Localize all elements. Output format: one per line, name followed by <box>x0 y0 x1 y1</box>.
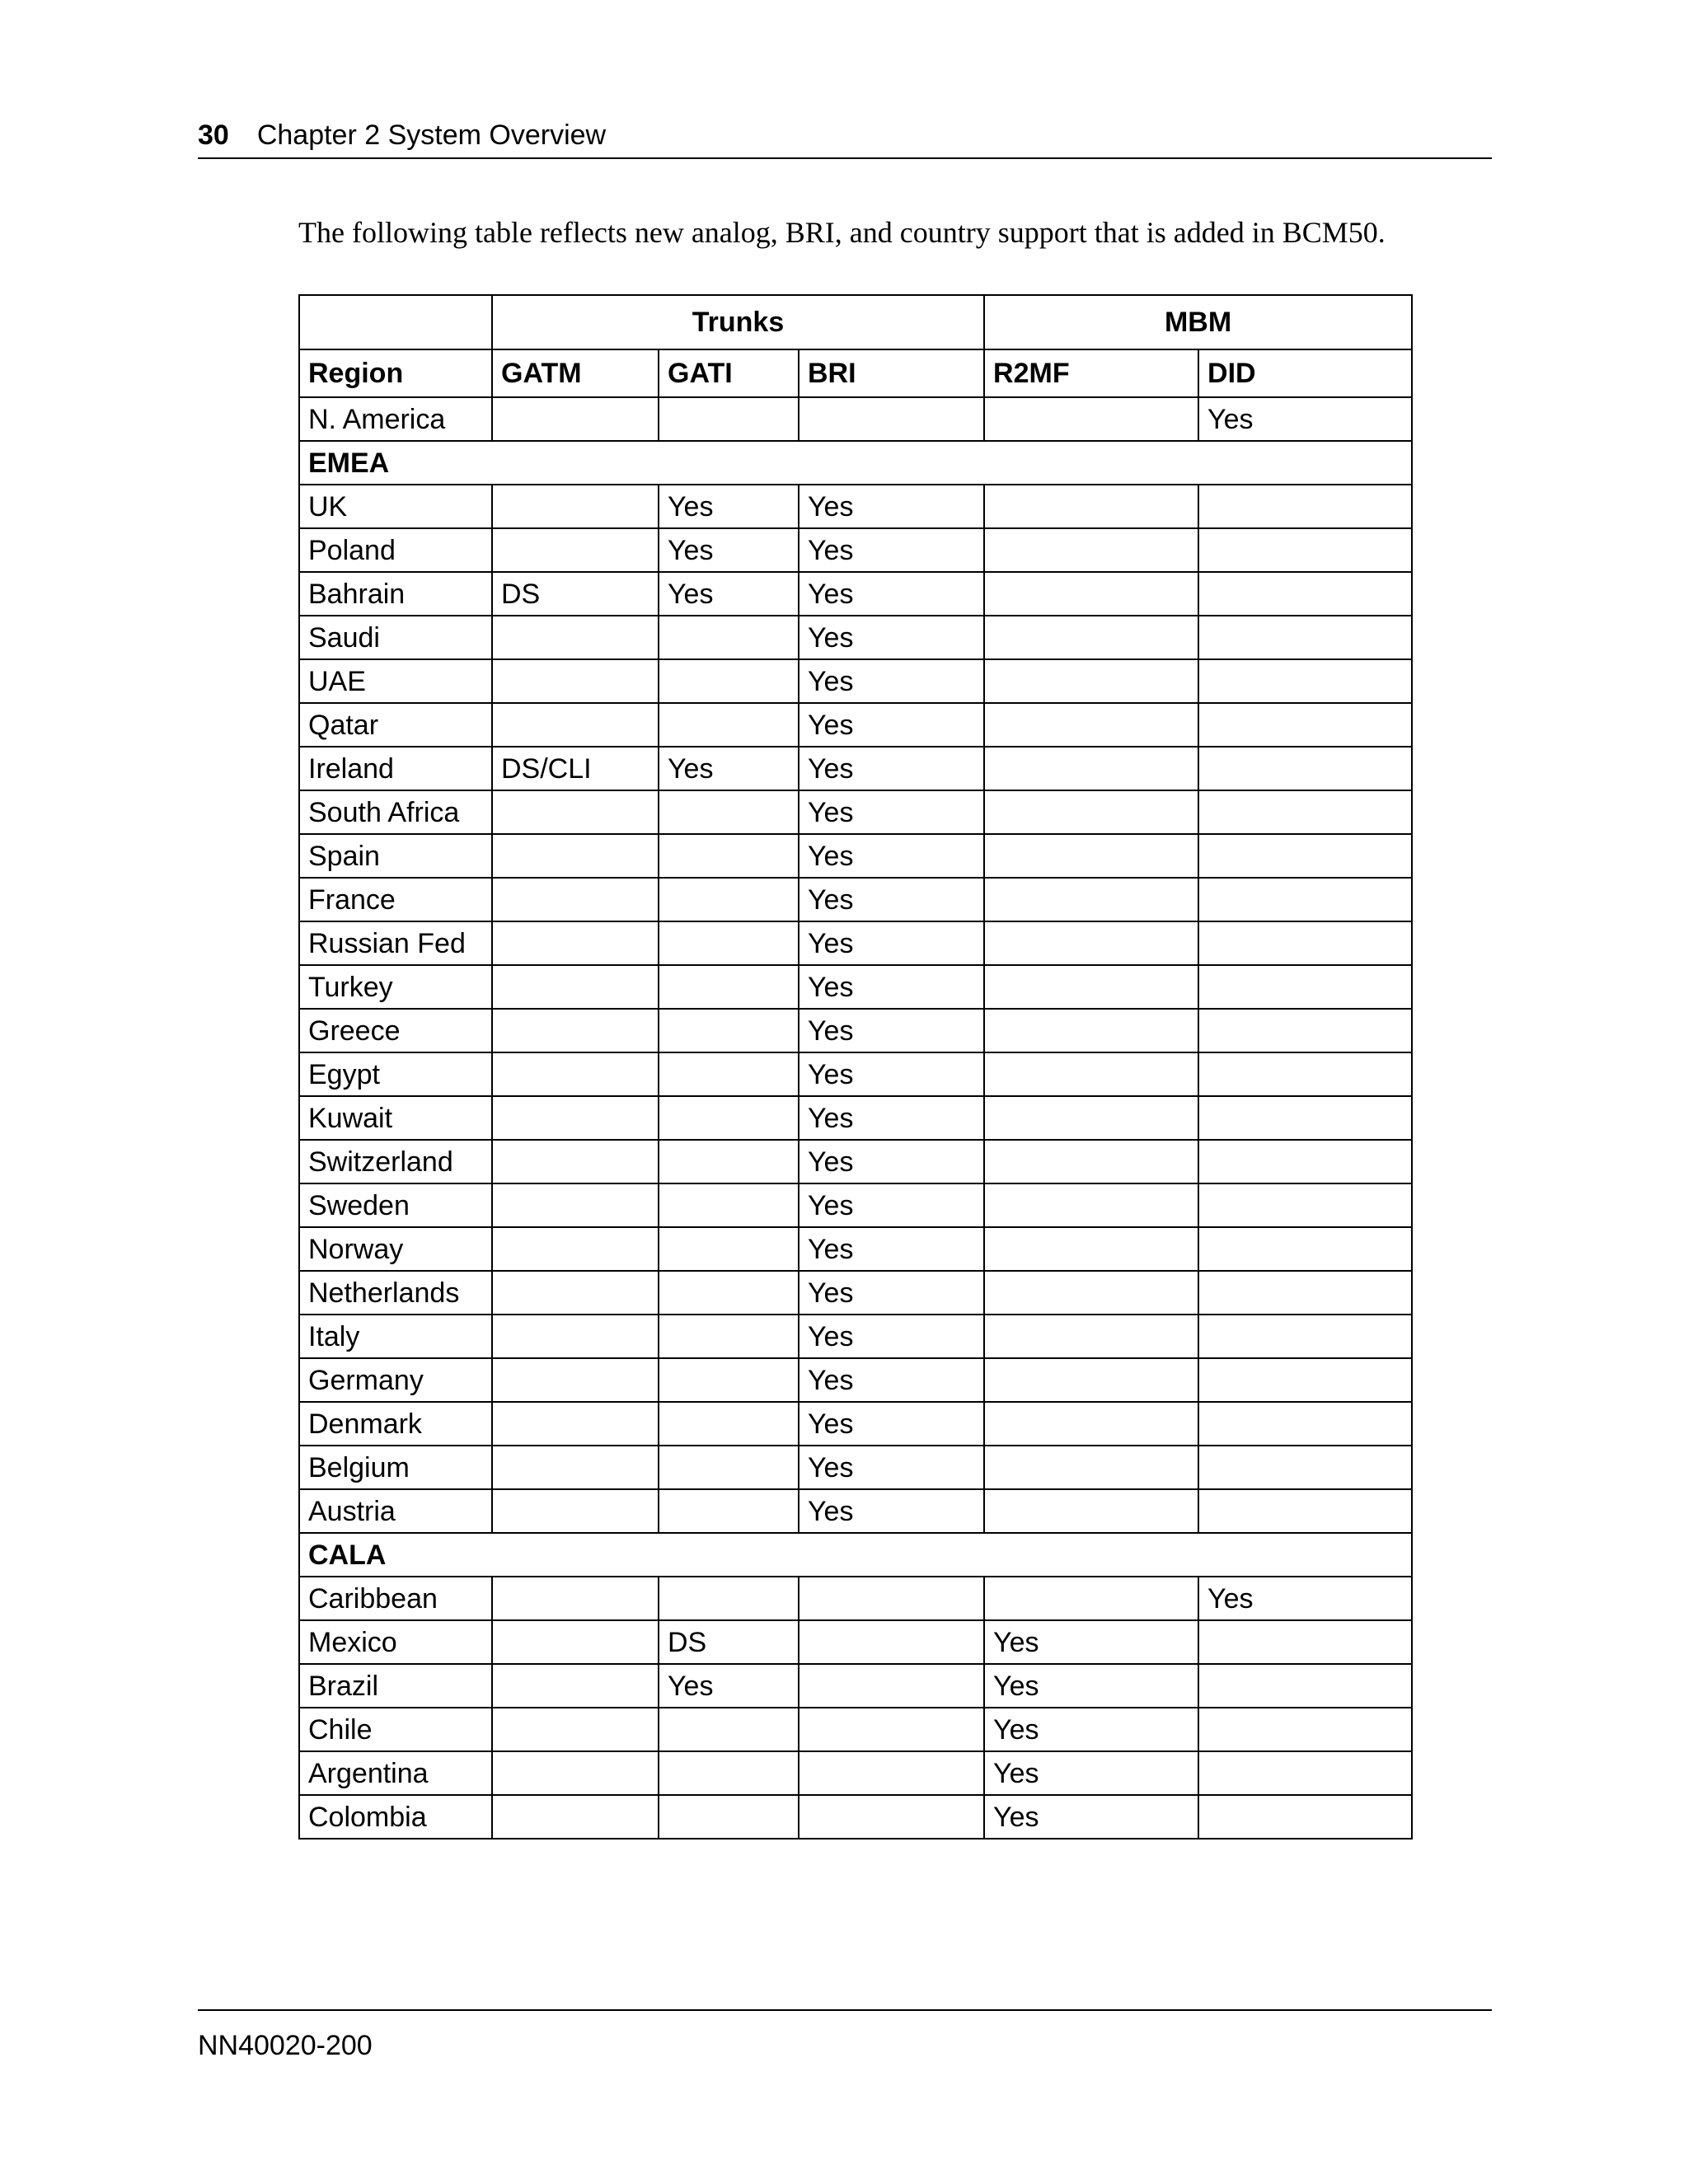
support-cell: Yes <box>799 1183 984 1227</box>
support-cell <box>799 1577 984 1620</box>
support-cell: DS/CLI <box>492 747 659 790</box>
column-header-did: DID <box>1198 349 1412 397</box>
support-cell <box>659 1315 799 1358</box>
support-cell <box>1198 1620 1412 1664</box>
region-cell: Egypt <box>299 1052 492 1096</box>
region-cell: Qatar <box>299 703 492 747</box>
support-cell <box>659 703 799 747</box>
page-footer <box>198 2009 1492 2064</box>
region-cell: Netherlands <box>299 1271 492 1315</box>
region-cell: Mexico <box>299 1620 492 1664</box>
support-cell <box>1198 703 1412 747</box>
support-cell <box>984 1315 1198 1358</box>
support-cell: Yes <box>984 1708 1198 1751</box>
support-cell: Yes <box>799 1402 984 1446</box>
table-row <box>299 747 1412 790</box>
region-cell: Argentina <box>299 1751 492 1795</box>
region-cell: Turkey <box>299 965 492 1009</box>
support-cell <box>1198 572 1412 616</box>
support-cell <box>659 1183 799 1227</box>
support-cell: Yes <box>799 747 984 790</box>
support-cell: Yes <box>799 485 984 528</box>
support-cell <box>492 1315 659 1358</box>
region-cell: N. America <box>299 397 492 441</box>
support-cell <box>984 1577 1198 1620</box>
support-cell <box>492 1751 659 1795</box>
support-cell <box>492 703 659 747</box>
support-cell <box>659 1577 799 1620</box>
support-cell <box>659 1140 799 1183</box>
support-cell: DS <box>492 572 659 616</box>
intro-paragraph: The following table reflects new analog, BRI, and country support that is added in BCM50. <box>298 216 1386 249</box>
support-cell <box>492 397 659 441</box>
table-row <box>299 1664 1412 1708</box>
support-cell <box>984 1140 1198 1183</box>
support-cell: Yes <box>1198 397 1412 441</box>
region-cell: Colombia <box>299 1795 492 1839</box>
support-cell <box>492 1489 659 1533</box>
support-cell <box>984 747 1198 790</box>
support-cell: Yes <box>799 572 984 616</box>
support-cell <box>659 834 799 878</box>
support-cell <box>659 659 799 703</box>
support-cell <box>1198 1009 1412 1052</box>
support-cell <box>492 1140 659 1183</box>
table-row <box>299 1096 1412 1140</box>
support-cell: Yes <box>799 1009 984 1052</box>
section-label: CALA <box>299 1533 1412 1577</box>
column-header-region: Region <box>299 349 492 397</box>
region-cell: Germany <box>299 1358 492 1402</box>
support-cell <box>1198 1402 1412 1446</box>
table-row <box>299 659 1412 703</box>
group-header-empty <box>299 295 492 349</box>
table-row <box>299 921 1412 965</box>
support-cell <box>492 834 659 878</box>
region-cell: Kuwait <box>299 1096 492 1140</box>
support-cell <box>1198 1751 1412 1795</box>
region-cell: Brazil <box>299 1664 492 1708</box>
region-cell: Bahrain <box>299 572 492 616</box>
column-header-bri: BRI <box>799 349 984 397</box>
region-cell: Caribbean <box>299 1577 492 1620</box>
support-cell <box>659 397 799 441</box>
table-row <box>299 397 1412 441</box>
support-cell <box>1198 1446 1412 1489</box>
table-row <box>299 1009 1412 1052</box>
region-cell: UAE <box>299 659 492 703</box>
support-table <box>298 294 1413 1840</box>
table-row <box>299 572 1412 616</box>
support-cell: DS <box>659 1620 799 1664</box>
region-cell: France <box>299 878 492 921</box>
support-cell <box>492 1183 659 1227</box>
support-cell <box>1198 1271 1412 1315</box>
support-cell <box>659 1052 799 1096</box>
support-cell <box>492 1577 659 1620</box>
region-cell: South Africa <box>299 790 492 834</box>
region-cell: Norway <box>299 1227 492 1271</box>
support-cell: Yes <box>799 834 984 878</box>
support-cell <box>984 659 1198 703</box>
support-cell: Yes <box>659 1664 799 1708</box>
support-cell <box>492 921 659 965</box>
support-cell <box>984 485 1198 528</box>
support-cell <box>492 1271 659 1315</box>
support-cell: Yes <box>799 528 984 572</box>
table-row <box>299 965 1412 1009</box>
support-cell: Yes <box>799 965 984 1009</box>
table-row <box>299 1402 1412 1446</box>
support-cell <box>984 703 1198 747</box>
group-header-trunks: Trunks <box>492 295 984 349</box>
support-cell <box>659 1358 799 1402</box>
support-cell <box>984 1489 1198 1533</box>
support-cell <box>659 616 799 659</box>
support-cell: Yes <box>799 616 984 659</box>
support-cell: Yes <box>799 1271 984 1315</box>
document-id: NN40020-200 <box>198 2030 373 2061</box>
table-row <box>299 790 1412 834</box>
section-row-cala <box>299 1533 1412 1577</box>
region-cell: UK <box>299 485 492 528</box>
group-header-row <box>299 295 1412 349</box>
support-cell <box>659 790 799 834</box>
table-row <box>299 1358 1412 1402</box>
support-cell <box>659 1227 799 1271</box>
support-cell <box>799 1708 984 1751</box>
support-cell <box>659 1009 799 1052</box>
support-cell <box>492 485 659 528</box>
support-cell <box>1198 616 1412 659</box>
support-cell <box>492 1446 659 1489</box>
support-cell <box>984 878 1198 921</box>
support-cell <box>1198 528 1412 572</box>
support-cell <box>1198 1183 1412 1227</box>
support-cell <box>984 834 1198 878</box>
support-cell: Yes <box>799 1446 984 1489</box>
region-cell: Greece <box>299 1009 492 1052</box>
support-cell <box>492 1358 659 1402</box>
table-row <box>299 834 1412 878</box>
support-cell <box>1198 1096 1412 1140</box>
table-row <box>299 1140 1412 1183</box>
support-cell <box>1198 1708 1412 1751</box>
support-cell: Yes <box>659 572 799 616</box>
page-number: 30 <box>198 120 229 151</box>
support-cell <box>984 616 1198 659</box>
support-cell <box>799 1664 984 1708</box>
support-cell <box>492 878 659 921</box>
support-cell <box>492 659 659 703</box>
support-cell <box>492 1795 659 1839</box>
table-row <box>299 1315 1412 1358</box>
column-header-row <box>299 349 1412 397</box>
support-cell <box>984 1446 1198 1489</box>
support-cell <box>799 1795 984 1839</box>
support-cell <box>492 528 659 572</box>
region-cell: Spain <box>299 834 492 878</box>
support-cell <box>1198 1052 1412 1096</box>
support-cell <box>492 1052 659 1096</box>
table-row <box>299 616 1412 659</box>
region-cell: Italy <box>299 1315 492 1358</box>
support-cell <box>1198 790 1412 834</box>
support-cell <box>1198 1795 1412 1839</box>
support-cell: Yes <box>799 1315 984 1358</box>
region-cell: Denmark <box>299 1402 492 1446</box>
page-header <box>198 118 1492 159</box>
table-row <box>299 485 1412 528</box>
table-row <box>299 1183 1412 1227</box>
table-row <box>299 1620 1412 1664</box>
support-cell <box>984 1402 1198 1446</box>
region-cell: Belgium <box>299 1446 492 1489</box>
support-cell <box>984 921 1198 965</box>
table-body <box>299 397 1412 1839</box>
table-row <box>299 1052 1412 1096</box>
section-label: EMEA <box>299 441 1412 485</box>
support-cell <box>659 1751 799 1795</box>
support-cell <box>492 965 659 1009</box>
support-cell <box>492 1664 659 1708</box>
support-cell: Yes <box>799 790 984 834</box>
support-cell: Yes <box>799 703 984 747</box>
group-header-mbm: MBM <box>984 295 1412 349</box>
support-cell: Yes <box>659 747 799 790</box>
support-cell <box>659 1446 799 1489</box>
region-cell: Saudi <box>299 616 492 659</box>
support-cell <box>1198 878 1412 921</box>
support-cell <box>659 1489 799 1533</box>
table-row <box>299 1489 1412 1533</box>
support-cell <box>1198 1140 1412 1183</box>
support-cell <box>984 1052 1198 1096</box>
support-cell <box>659 1096 799 1140</box>
table-row <box>299 703 1412 747</box>
support-cell <box>492 1620 659 1664</box>
support-cell: Yes <box>799 659 984 703</box>
support-cell <box>984 1009 1198 1052</box>
support-cell <box>492 1708 659 1751</box>
support-cell: Yes <box>659 485 799 528</box>
support-cell <box>1198 659 1412 703</box>
support-cell <box>659 1402 799 1446</box>
table-row <box>299 1708 1412 1751</box>
table-row <box>299 1751 1412 1795</box>
support-cell: Yes <box>799 1140 984 1183</box>
support-cell: Yes <box>799 921 984 965</box>
table-row <box>299 1446 1412 1489</box>
support-cell <box>984 397 1198 441</box>
table-row <box>299 528 1412 572</box>
support-cell: Yes <box>799 878 984 921</box>
region-cell: Switzerland <box>299 1140 492 1183</box>
support-cell <box>984 1271 1198 1315</box>
support-cell <box>799 1751 984 1795</box>
column-header-gatm: GATM <box>492 349 659 397</box>
support-cell: Yes <box>799 1358 984 1402</box>
table-row <box>299 1271 1412 1315</box>
support-cell <box>984 528 1198 572</box>
column-header-r2mf: R2MF <box>984 349 1198 397</box>
support-cell <box>1198 1227 1412 1271</box>
support-cell <box>659 921 799 965</box>
table-row <box>299 1227 1412 1271</box>
support-cell <box>1198 1315 1412 1358</box>
support-cell: Yes <box>984 1795 1198 1839</box>
region-cell: Russian Fed <box>299 921 492 965</box>
support-cell: Yes <box>1198 1577 1412 1620</box>
support-cell <box>492 1227 659 1271</box>
support-cell <box>984 965 1198 1009</box>
support-cell: Yes <box>984 1751 1198 1795</box>
section-row-emea <box>299 441 1412 485</box>
support-cell <box>659 1708 799 1751</box>
support-cell <box>1198 965 1412 1009</box>
region-cell: Poland <box>299 528 492 572</box>
support-cell: Yes <box>799 1489 984 1533</box>
support-cell: Yes <box>659 528 799 572</box>
support-cell <box>659 1795 799 1839</box>
support-cell <box>659 878 799 921</box>
table-row <box>299 1577 1412 1620</box>
support-cell: Yes <box>984 1620 1198 1664</box>
support-cell <box>1198 834 1412 878</box>
region-cell: Sweden <box>299 1183 492 1227</box>
support-cell <box>984 1227 1198 1271</box>
support-cell <box>659 1271 799 1315</box>
support-cell <box>659 965 799 1009</box>
support-cell <box>984 1183 1198 1227</box>
region-cell: Chile <box>299 1708 492 1751</box>
support-cell <box>1198 1489 1412 1533</box>
column-header-gati: GATI <box>659 349 799 397</box>
chapter-title: Chapter 2 System Overview <box>256 120 607 151</box>
support-cell <box>492 1009 659 1052</box>
support-cell <box>492 1402 659 1446</box>
support-cell: Yes <box>799 1227 984 1271</box>
table-row <box>299 878 1412 921</box>
support-cell <box>1198 1358 1412 1402</box>
support-cell <box>1198 921 1412 965</box>
support-cell: Yes <box>984 1664 1198 1708</box>
support-cell <box>799 1620 984 1664</box>
region-cell: Ireland <box>299 747 492 790</box>
support-cell <box>1198 747 1412 790</box>
support-cell: Yes <box>799 1096 984 1140</box>
support-cell <box>984 790 1198 834</box>
support-cell <box>492 616 659 659</box>
support-cell <box>492 1096 659 1140</box>
support-cell <box>1198 1664 1412 1708</box>
table-row <box>299 1795 1412 1839</box>
support-cell <box>1198 485 1412 528</box>
support-cell <box>799 397 984 441</box>
support-cell <box>984 572 1198 616</box>
support-cell <box>984 1358 1198 1402</box>
support-cell: Yes <box>799 1052 984 1096</box>
support-cell <box>492 790 659 834</box>
support-cell <box>984 1096 1198 1140</box>
region-cell: Austria <box>299 1489 492 1533</box>
